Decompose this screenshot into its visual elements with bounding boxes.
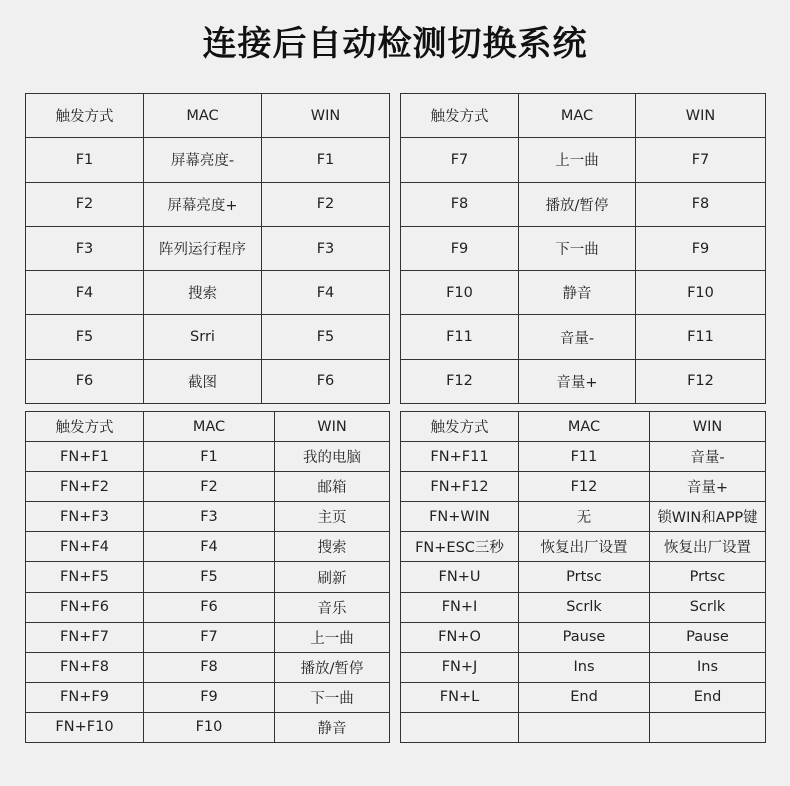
cell-win: F7: [636, 138, 766, 182]
cell-trigger: F12: [401, 359, 519, 403]
cell-trigger: FN+F10: [26, 712, 144, 742]
cell-win: 音量+: [650, 472, 766, 502]
table-header-row: [26, 412, 390, 442]
cell-mac: F11: [519, 442, 650, 472]
table-row: [401, 472, 766, 502]
cell-mac: Ins: [519, 652, 650, 682]
cell-mac: F7: [144, 622, 275, 652]
cell-mac: F4: [144, 532, 275, 562]
table-row: [26, 562, 390, 592]
cell-trigger: FN+U: [401, 562, 519, 592]
cell-trigger: FN+F3: [26, 502, 144, 532]
cell-win: F11: [636, 315, 766, 359]
cell-win: F9: [636, 226, 766, 270]
cell-mac: 播放/暂停: [519, 182, 636, 226]
cell-trigger: F1: [26, 138, 144, 182]
cell-mac: [519, 712, 650, 742]
cell-mac: 截图: [144, 359, 262, 403]
table-row: [401, 182, 766, 226]
cell-mac: F9: [144, 682, 275, 712]
cell-mac: Prtsc: [519, 562, 650, 592]
cell-win: 搜索: [275, 532, 390, 562]
cell-win: 锁WIN和APP键: [650, 502, 766, 532]
cell-trigger: F10: [401, 271, 519, 315]
cell-trigger: FN+F4: [26, 532, 144, 562]
cell-win: 上一曲: [275, 622, 390, 652]
table-row: [26, 226, 390, 270]
table-row: [401, 502, 766, 532]
cell-trigger: FN+F2: [26, 472, 144, 502]
cell-win: Pause: [650, 622, 766, 652]
cell-mac: Srri: [144, 315, 262, 359]
cell-mac: F12: [519, 472, 650, 502]
table-row: [26, 652, 390, 682]
cell-trigger: FN+F12: [401, 472, 519, 502]
cell-trigger: FN+J: [401, 652, 519, 682]
table-row: [26, 532, 390, 562]
cell-mac: F2: [144, 472, 275, 502]
cell-mac: 下一曲: [519, 226, 636, 270]
table-row: [26, 712, 390, 742]
cell-win: 静音: [275, 712, 390, 742]
cell-win: 音量-: [650, 442, 766, 472]
table-row: [401, 592, 766, 622]
cell-win: 我的电脑: [275, 442, 390, 472]
cell-win: [650, 712, 766, 742]
header-cell-win: WIN: [636, 94, 766, 138]
header-cell-win: WIN: [262, 94, 390, 138]
cell-trigger: F11: [401, 315, 519, 359]
cell-trigger: FN+F7: [26, 622, 144, 652]
header-cell-trigger: 触发方式: [401, 94, 519, 138]
cell-mac: 音量-: [519, 315, 636, 359]
cell-trigger: FN+F11: [401, 442, 519, 472]
cell-win: F6: [262, 359, 390, 403]
cell-mac: 搜索: [144, 271, 262, 315]
table-row: [401, 682, 766, 712]
fn-combo-table-other: [400, 411, 766, 743]
header-cell-trigger: 触发方式: [401, 412, 519, 442]
cell-win: F3: [262, 226, 390, 270]
cell-mac: End: [519, 682, 650, 712]
cell-win: F10: [636, 271, 766, 315]
cell-trigger: FN+I: [401, 592, 519, 622]
cell-mac: 无: [519, 502, 650, 532]
cell-mac: F8: [144, 652, 275, 682]
header-cell-trigger: 触发方式: [26, 412, 144, 442]
header-cell-mac: MAC: [144, 412, 275, 442]
cell-win: Ins: [650, 652, 766, 682]
cell-mac: 屏幕亮度+: [144, 182, 262, 226]
cell-win: F8: [636, 182, 766, 226]
table-row: [401, 138, 766, 182]
cell-trigger: F2: [26, 182, 144, 226]
cell-trigger: FN+F8: [26, 652, 144, 682]
table-row: [26, 271, 390, 315]
table-header-row: [401, 94, 766, 138]
header-cell-win: WIN: [650, 412, 766, 442]
cell-trigger: [401, 712, 519, 742]
header-cell-mac: MAC: [519, 94, 636, 138]
cell-win: 音乐: [275, 592, 390, 622]
table-row: [26, 359, 390, 403]
table-row: [26, 138, 390, 182]
table-row: [401, 359, 766, 403]
cell-trigger: F9: [401, 226, 519, 270]
table-row: [401, 532, 766, 562]
header-cell-trigger: 触发方式: [26, 94, 144, 138]
cell-win: End: [650, 682, 766, 712]
cell-trigger: FN+WIN: [401, 502, 519, 532]
table-row: [26, 502, 390, 532]
function-key-table-f1-f6: [25, 93, 390, 404]
cell-mac: F6: [144, 592, 275, 622]
cell-mac: Scrlk: [519, 592, 650, 622]
table-header-row: [401, 412, 766, 442]
cell-win: 刷新: [275, 562, 390, 592]
page-title: 连接后自动检测切换系统: [202, 24, 588, 64]
cell-mac: 音量+: [519, 359, 636, 403]
cell-trigger: F6: [26, 359, 144, 403]
cell-trigger: F8: [401, 182, 519, 226]
cell-mac: 上一曲: [519, 138, 636, 182]
cell-win: Prtsc: [650, 562, 766, 592]
cell-trigger: FN+ESC三秒: [401, 532, 519, 562]
header-cell-win: WIN: [275, 412, 390, 442]
header-cell-mac: MAC: [144, 94, 262, 138]
function-key-table-f7-f12: [400, 93, 766, 404]
cell-mac: Pause: [519, 622, 650, 652]
header-cell-mac: MAC: [519, 412, 650, 442]
cell-trigger: FN+F5: [26, 562, 144, 592]
table-row: [401, 562, 766, 592]
cell-win: F5: [262, 315, 390, 359]
table-row: [26, 182, 390, 226]
cell-win: F4: [262, 271, 390, 315]
table-row: [401, 315, 766, 359]
table-row: [26, 592, 390, 622]
cell-mac: 屏幕亮度-: [144, 138, 262, 182]
cell-mac: 恢复出厂设置: [519, 532, 650, 562]
cell-mac: 静音: [519, 271, 636, 315]
cell-trigger: F5: [26, 315, 144, 359]
cell-trigger: FN+F1: [26, 442, 144, 472]
cell-win: 下一曲: [275, 682, 390, 712]
fn-combo-table-f1-f10: [25, 411, 390, 743]
cell-win: F2: [262, 182, 390, 226]
table-row: [26, 682, 390, 712]
table-row: [26, 315, 390, 359]
table-row: [26, 442, 390, 472]
cell-win: 邮箱: [275, 472, 390, 502]
table-row: [401, 226, 766, 270]
cell-trigger: F4: [26, 271, 144, 315]
cell-win: 播放/暂停: [275, 652, 390, 682]
cell-win: 恢复出厂设置: [650, 532, 766, 562]
cell-mac: F10: [144, 712, 275, 742]
table-row: [26, 472, 390, 502]
cell-trigger: F3: [26, 226, 144, 270]
cell-trigger: F7: [401, 138, 519, 182]
table-row: [26, 622, 390, 652]
table-row: [401, 622, 766, 652]
table-row: [401, 652, 766, 682]
cell-win: Scrlk: [650, 592, 766, 622]
cell-win: F1: [262, 138, 390, 182]
cell-win: F12: [636, 359, 766, 403]
cell-trigger: FN+O: [401, 622, 519, 652]
cell-trigger: FN+F9: [26, 682, 144, 712]
cell-mac: F1: [144, 442, 275, 472]
cell-mac: F5: [144, 562, 275, 592]
table-row: [401, 442, 766, 472]
table-row: [401, 712, 766, 742]
cell-win: 主页: [275, 502, 390, 532]
cell-trigger: FN+F6: [26, 592, 144, 622]
cell-mac: F3: [144, 502, 275, 532]
table-row: [401, 271, 766, 315]
cell-mac: 阵列运行程序: [144, 226, 262, 270]
table-header-row: [26, 94, 390, 138]
cell-trigger: FN+L: [401, 682, 519, 712]
